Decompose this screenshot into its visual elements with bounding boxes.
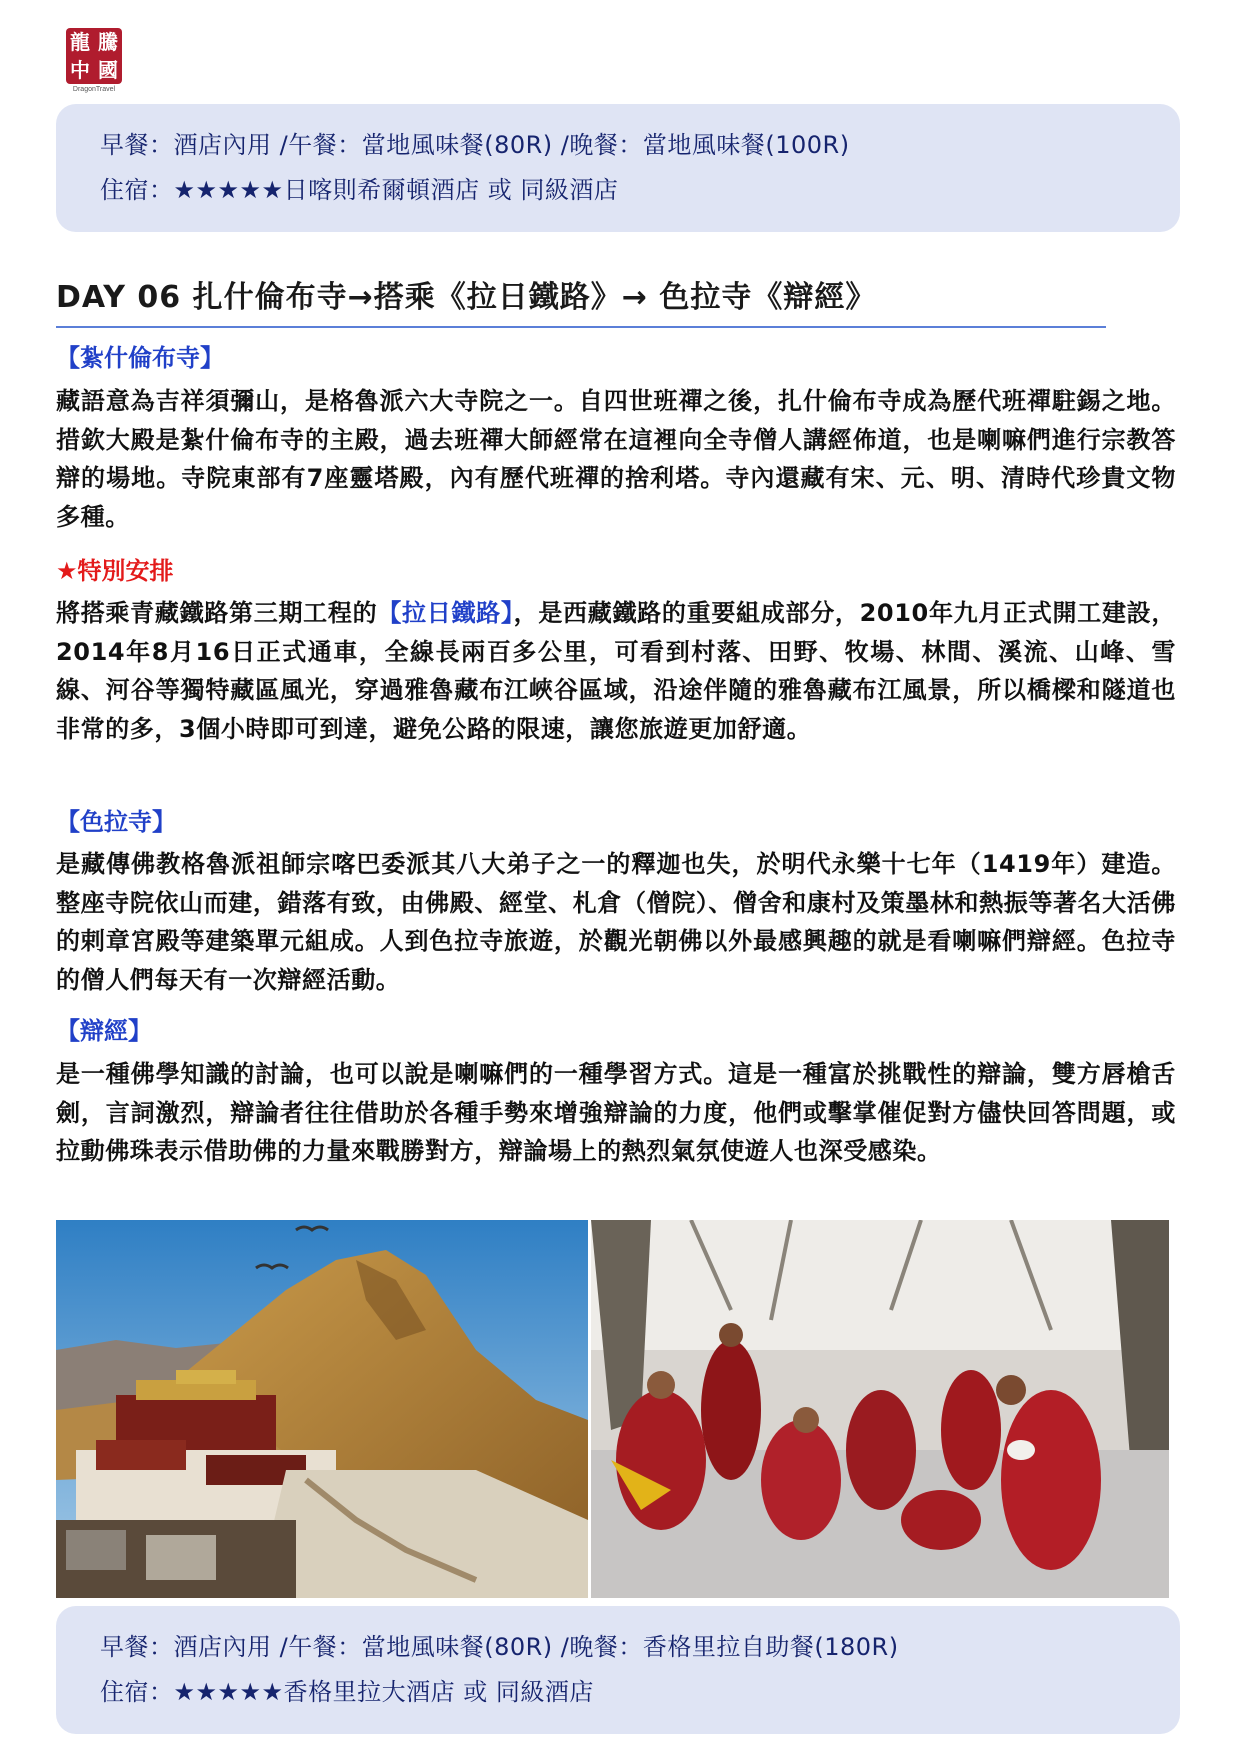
title-divider bbox=[56, 326, 1106, 328]
section-head-tashi: 【紮什倫布寺】 bbox=[56, 344, 224, 372]
special-arrangement-head: ★特別安排 bbox=[56, 557, 174, 585]
lari-railway-highlight: 【拉日鐵路】 bbox=[377, 599, 514, 627]
day-title: DAY 06 扎什倫布寺→搭乘《拉日鐵路》→ 色拉寺《辯經》 bbox=[56, 280, 877, 315]
special-arrangement-body bbox=[56, 594, 1176, 748]
logo-brand-text: DragonTravel bbox=[72, 86, 116, 93]
hotel-line: 住宿：★★★★★香格里拉大酒店 或 同級酒店 bbox=[100, 1678, 594, 1706]
meals-line: 早餐：酒店內用 /午餐：當地風味餐(80R) /晚餐：當地風味餐(100R) bbox=[100, 131, 850, 159]
company-logo bbox=[66, 28, 128, 98]
special-body-post: ，是西藏鐵路的重要組成部分，2010年九月正式開工建設，2014年8月16日正式通車，全線長兩百多公里，可看到村落、田野、牧場、林間、溪流、山峰、雪線、河谷等獨特藏區風光，穿過雅魯藏布江峽谷區域，沿途伴隨的雅魯藏布江風景，所以橋樑和隧道也非常的多，3個小時即可到達，避免公路的限速，讓您旅遊更加舒適。 bbox=[56, 599, 1176, 743]
special-body-pre: 將搭乘青藏鐵路第三期工程的 bbox=[56, 599, 378, 627]
logo-char: 騰 bbox=[98, 30, 118, 54]
top-meal-box bbox=[56, 104, 1180, 232]
logo-seal bbox=[66, 28, 122, 84]
section-body-tashi: 藏語意為吉祥須彌山，是格魯派六大寺院之一。自四世班禪之後，扎什倫布寺成為歷代班禪駐錫之地。措欽大殿是紮什倫布寺的主殿，過去班禪大師經常在這裡向全寺僧人講經佈道，也是喇嘛們進行宗教答辯的場地。寺院東部有7座靈塔殿，內有歷代班禪的捨利塔。寺內還藏有宋、元、明、清時代珍貴文物多種。 bbox=[56, 387, 1176, 531]
tashi-monastery-photo bbox=[56, 1220, 588, 1598]
section-body-sera: 是藏傳佛教格魯派祖師宗喀巴委派其八大弟子之一的釋迦也失，於明代永樂十七年（1419年）建造。整座寺院依山而建，錯落有致，由佛殿、經堂、札倉（僧院）、僧舍和康村及策墨林和熱振等著名大活佛的剌章宮殿等建築單元組成。人到色拉寺旅遊，於觀光朝佛以外最感興趣的就是看喇嘛們辯經。色拉寺的僧人們每天有一次辯經活動。 bbox=[56, 850, 1176, 994]
meals-line: 早餐：酒店內用 /午餐：當地風味餐(80R) /晚餐：香格里拉自助餐(180R) bbox=[100, 1633, 899, 1661]
bottom-meal-box bbox=[56, 1606, 1180, 1734]
hotel-line: 住宿：★★★★★日喀則希爾頓酒店 或 同級酒店 bbox=[100, 176, 619, 204]
logo-char: 中 bbox=[70, 58, 90, 82]
logo-char: 龍 bbox=[70, 30, 90, 54]
logo-char: 國 bbox=[98, 58, 118, 82]
section-head-debate: 【辯經】 bbox=[56, 1017, 152, 1045]
monks-debate-photo bbox=[591, 1220, 1169, 1598]
section-head-sera: 【色拉寺】 bbox=[56, 808, 176, 836]
section-body-debate: 是一種佛學知識的討論，也可以說是喇嘛們的一種學習方式。這是一種富於挑戰性的辯論，雙方唇槍舌劍，言詞激烈，辯論者往往借助於各種手勢來增強辯論的力度，他們或擊掌催促對方儘快回答問題，或拉動佛珠表示借助佛的力量來戰勝對方，辯論場上的熱烈氣氛使遊人也深受感染。 bbox=[56, 1060, 1176, 1165]
